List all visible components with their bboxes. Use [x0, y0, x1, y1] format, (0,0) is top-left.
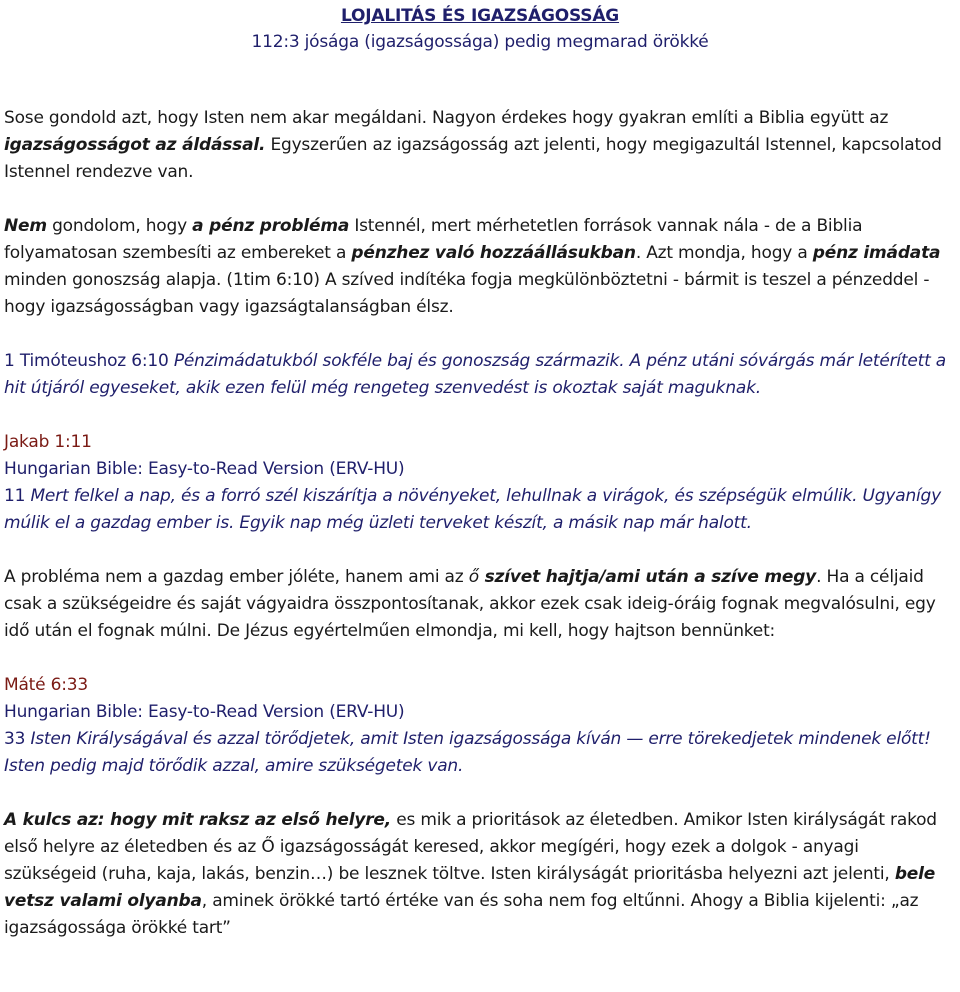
- verse-reference-matthew: Máté 6:33: [4, 675, 88, 695]
- paragraph-gap: [4, 537, 956, 564]
- text-run: gondolom, hogy: [46, 216, 193, 236]
- text-run: . Ha a céljaid csak a szükségeidre és saját vágyaidra összpontosítanak, akkor ezek csak ideig-óráig fognak megvalósulni, egy idő után el fognak múlni. De Jézus egyértelműen elmondja, mi kell, hogy hajtson bennünket:: [4, 567, 936, 641]
- scripture-reference: 1 Timóteushoz 6:10: [4, 351, 169, 371]
- emphasis-text: pénzhez való hozzáállásukban: [351, 243, 636, 263]
- page-title: LOJALITÁS ÉS IGAZSÁGOSSÁG: [340, 6, 620, 26]
- text-run: minden gonoszság alapja. (1tim 6:10) A szíved indítéka fogja megkülönböztetni - bármit is teszel a pénzeddel - hogy igazságosságban vagy igazságtalanságban élsz.: [4, 270, 930, 317]
- text-run: , aminek örökké tartó értéke van és soha nem fog eltűnni. Ahogy a Biblia kijelenti:: [201, 891, 891, 911]
- verse-reference-james: Jakab 1:11: [4, 432, 92, 452]
- quote-text: „az igazságossága örökké tart”: [4, 891, 919, 938]
- paragraph-gap: [4, 321, 956, 348]
- bible-version-label: Hungarian Bible: Easy-to-Read Version (ERV-HU): [4, 702, 405, 722]
- emphasis-text: igazságosságot az áldással.: [4, 135, 266, 155]
- paragraph-timothy-quote: [4, 348, 956, 402]
- emphasis-text: a pénz probléma: [192, 216, 350, 236]
- emphasis-text: pénz imádata: [812, 243, 941, 263]
- paragraph-money: [4, 213, 956, 321]
- paragraph-intro: [4, 105, 956, 186]
- emphasis-text: szívet hajtja/ami után a szíve megy: [478, 567, 817, 587]
- verse-text: Isten Királyságával és azzal törődjetek, amit Isten igazságossága kíván — erre törekedjetek mindenek előtt! Isten pedig majd törődik azzal, amire szükségetek van.: [4, 729, 931, 776]
- emphasis-text: ő: [468, 567, 479, 587]
- paragraph-gap: [4, 186, 956, 213]
- paragraph-gap: [4, 645, 956, 672]
- text-run: Egyszerűen az igazságosság azt jelenti, hogy megigazultál Istennel, kapcsolatod Istennel rendezve van.: [4, 135, 942, 182]
- emphasis-text: Nem: [4, 216, 47, 236]
- verse-number: 11: [4, 486, 26, 506]
- verse-text: Mert felkel a nap, és a forró szél kiszárítja a növényeket, lehullnak a virágok, és szépségük elmúlik. Ugyanígy múlik el a gazdag ember is. Egyik nap még üzleti terveket készít, a másik nap már halott.: [4, 486, 942, 533]
- text-run: A probléma nem a gazdag ember jóléte, hanem ami az: [4, 567, 469, 587]
- emphasis-text: bele vetsz valami olyanba: [4, 864, 936, 911]
- bible-version-label: Hungarian Bible: Easy-to-Read Version (ERV-HU): [4, 459, 405, 479]
- emphasis-text: A kulcs az: hogy mit raksz az első helyre,: [4, 810, 392, 830]
- quote-text: Pénzimádatukból sokféle baj és gonoszság származik. A pénz utáni sóvárgás már letérített a hit útjáról egyeseket, akik ezen felül még rengeteg szenvedést is okoztak saját maguknak.: [4, 351, 947, 398]
- verse-number: 33: [4, 729, 26, 749]
- text-run: . Azt mondja, hogy a: [635, 243, 813, 263]
- verse-text-matthew: [4, 726, 956, 780]
- paragraph-problem: [4, 564, 956, 645]
- text-run: Sose gondold azt, hogy Isten nem akar megáldani. Nagyon érdekes hogy gyakran említi a Biblia együtt az: [4, 108, 889, 128]
- paragraph-gap: [4, 780, 956, 807]
- spacer: [4, 55, 956, 105]
- text-run: es mik a prioritások az életedben. Amikor Isten királyságát rakod első helyre az életedben és az Ő igazságosságát keresed, akkor megígéri, hogy ezek a dolgok - anyagi szükségeid (ruha, kaja, lakás, benzin…) be lesznek töltve. Isten királyságát prioritásba helyezni azt jelenti,: [4, 810, 937, 884]
- paragraph-key: [4, 807, 956, 942]
- page-subtitle: 112:3 jósága (igazságossága) pedig megmarad örökké: [251, 32, 709, 52]
- paragraph-gap: [4, 402, 956, 429]
- text-run: Istennél, mert mérhetetlen források vannak nála - de a Biblia folyamatosan szembesíti az embereket a: [4, 216, 863, 263]
- verse-text-james: [4, 483, 956, 537]
